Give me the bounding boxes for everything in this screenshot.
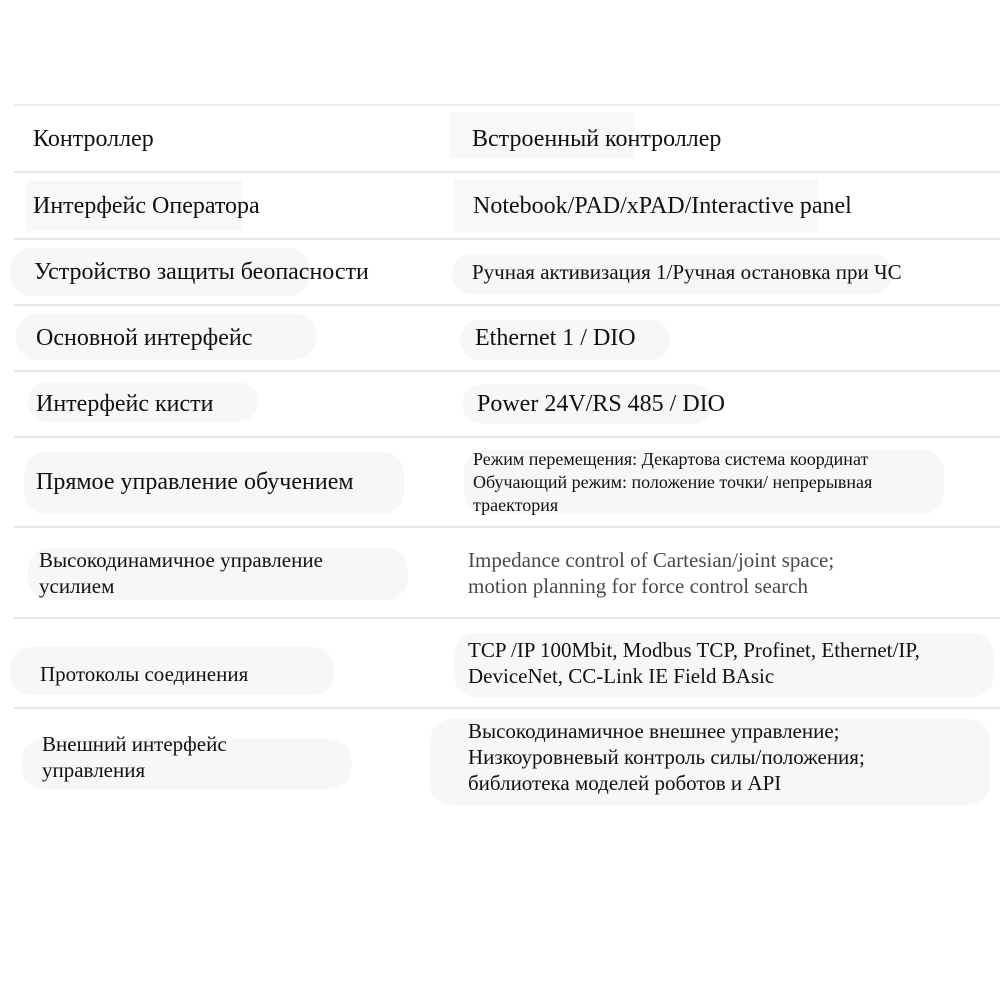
row-value-cell <box>448 106 1000 171</box>
row-label: Внешний интерфейс управления <box>42 732 227 782</box>
table-row-wrist-interface <box>14 372 1000 438</box>
table-row-direct-teaching <box>14 438 1000 528</box>
table-row-protocols <box>14 619 1000 709</box>
row-label-cell <box>14 106 448 171</box>
row-value-cell <box>448 619 1000 707</box>
table-row-safety-device <box>14 240 1000 306</box>
row-label: Устройство защиты беопасности <box>34 259 369 285</box>
row-value-cell <box>448 709 1000 805</box>
row-label-cell <box>14 619 448 707</box>
row-value: Режим перемещения: Декартова система координат Обучающий режим: положение точки/ непрерывная траектория <box>473 448 873 515</box>
row-value-cell <box>448 372 1000 436</box>
table-row-main-interface <box>14 306 1000 372</box>
row-label-cell <box>14 173 448 238</box>
table-row-force-control <box>14 528 1000 619</box>
row-label: Прямое управление обучением <box>36 469 354 495</box>
row-value: Высокодинамичное внешнее управление; Низкоуровневый контроль силы/положения; библиотека моделей роботов и API <box>468 719 865 795</box>
row-label-cell <box>14 372 448 436</box>
row-value: Ethernet 1 / DIO <box>475 325 636 351</box>
table-row-controller <box>14 106 1000 173</box>
row-value-cell <box>448 528 1000 617</box>
row-label-cell <box>14 438 448 526</box>
row-label-cell <box>14 240 448 304</box>
row-label-cell <box>14 709 448 805</box>
row-value: Notebook/PAD/xPAD/Interactive panel <box>473 192 852 219</box>
row-value-cell <box>448 306 1000 370</box>
row-value: Power 24V/RS 485 / DIO <box>477 391 726 417</box>
row-label: Основной интерфейс <box>36 325 253 351</box>
table-row-operator-interface <box>14 173 1000 240</box>
row-label-cell <box>14 306 448 370</box>
row-label: Протоколы соединения <box>40 662 249 686</box>
table-row-external-interface <box>14 709 1000 805</box>
spec-table <box>14 104 1000 805</box>
row-label: Интерфейс кисти <box>36 391 214 417</box>
row-value: Ручная активизация 1/Ручная остановка при ЧС <box>472 260 902 284</box>
row-value: Встроенный контроллер <box>472 125 722 152</box>
row-label: Контроллер <box>33 125 154 152</box>
row-value-cell <box>448 438 1000 526</box>
row-value: Impedance control of Cartesian/joint space; motion planning for force control search <box>468 547 835 598</box>
row-value-cell <box>448 173 1000 238</box>
row-label: Интерфейс Оператора <box>33 192 260 219</box>
row-value-cell <box>448 240 1000 304</box>
row-label-cell <box>14 528 448 617</box>
row-label: Высокодинамичное управление усилием <box>39 547 323 598</box>
row-value: TCP /IP 100Mbit, Modbus TCP, Profinet, Ethernet/IP, DeviceNet, CC-Link IE Field BAsic <box>468 638 920 688</box>
